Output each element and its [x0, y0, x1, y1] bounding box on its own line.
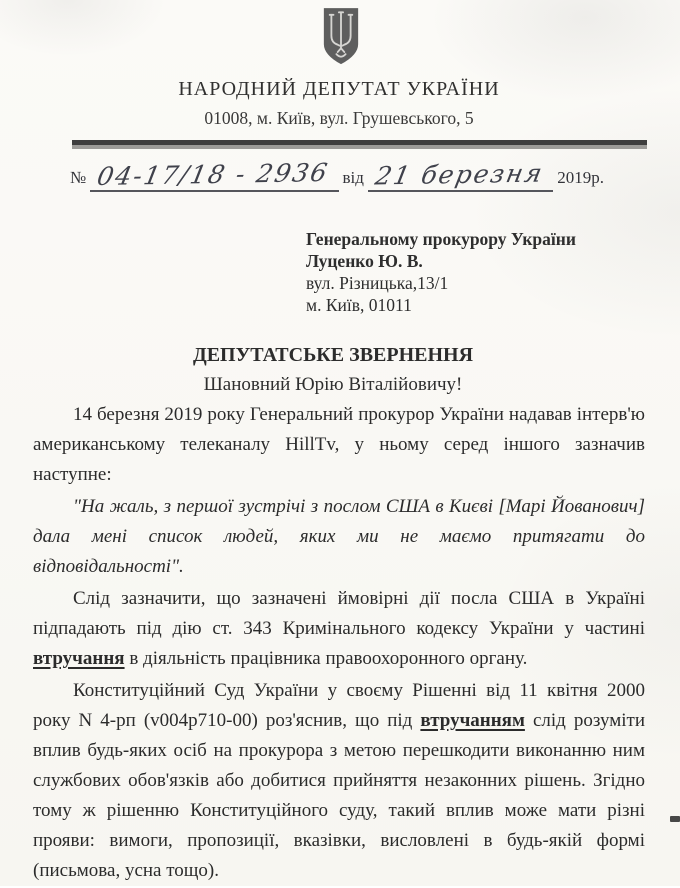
salutation: Шановний Юрію Віталійовичу!	[203, 374, 463, 395]
emphasized-term-vtruchanniam: втручанням	[420, 710, 525, 731]
addressee-block	[306, 228, 576, 316]
paragraph-legal-text-before: Слід зазначити, що зазначені ймовірні дії посла США в Україні підпадають під дію ст. 343 Кримінального кодексу України у частині	[33, 588, 645, 639]
paragraph-intro: 14 березня 2019 року Генеральний прокурор України надавав інтерв'ю американському телеканалу HillTv, у ньому серед іншого зазначив наступне:	[33, 404, 645, 485]
org-address: 01008, м. Київ, вул. Грушевського, 5	[204, 108, 474, 128]
letterhead-divider	[72, 140, 647, 149]
document-title: ДЕПУТАТСЬКЕ ЗВЕРНЕННЯ	[192, 344, 474, 366]
tryzub-emblem-icon	[318, 3, 364, 71]
addressee-position: Генеральному прокурору України	[306, 229, 576, 249]
addressee-street: вул. Різницька,13/1	[306, 273, 449, 293]
year-suffix-label: 2019р.	[557, 168, 604, 187]
letter-body	[33, 400, 645, 888]
paragraph-court-text-before: Конституційний Суд України у своєму Рішенні від 11 квітня 2000 року N 4-рп (v004p710-00) роз'яснив, що під	[33, 680, 645, 731]
paragraph-legal-qualification	[33, 584, 645, 674]
paragraph-court-text-after: слід розуміти вплив будь-яких осіб на прокурора з метою перешкодити виконанню ним службових обов'язків або добитися прийняття незаконних рішень. Згідно тому ж рішенню Конституційного суду, такий вплив може мати різні прояви: вимоги, пропозиції, вказівки, висловлені в будь-якій формі (письмова, усна тощо).	[33, 710, 645, 881]
date-preposition-label: від	[342, 168, 364, 187]
paragraph-legal-text-after: в діяльність працівника правоохоронного органу.	[124, 648, 528, 669]
paragraph-court-ruling	[33, 676, 645, 886]
document-number-underline	[90, 157, 338, 192]
document-date-handwritten: 21 березня	[372, 158, 547, 191]
divider-light-band	[72, 145, 647, 149]
org-name: НАРОДНИЙ ДЕПУТАТ УКРАЇНИ	[178, 78, 500, 100]
emphasized-term-vtruchannia: втручання	[33, 648, 125, 669]
document-date-underline	[368, 160, 553, 192]
number-sign-label: №	[70, 168, 87, 187]
quote-paragraph: "На жаль, з першої зустрічі з послом США в Києві [Марі Йованович] дала мені список людей, яких ми не маємо притягати до відповідальності".	[33, 496, 645, 577]
document-number-handwritten: 04-17/18 - 2936	[94, 157, 332, 192]
addressee-name: Луценко Ю. В.	[306, 251, 423, 271]
photo-artifact-mark	[670, 816, 680, 822]
addressee-city: м. Київ, 01011	[306, 295, 412, 315]
reference-line	[70, 157, 604, 192]
